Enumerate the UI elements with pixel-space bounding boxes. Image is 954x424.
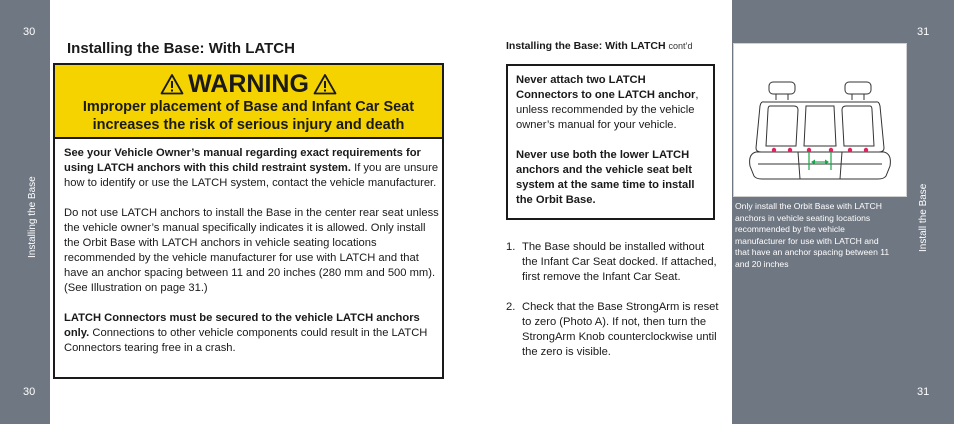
- warning-paragraph-1-bold: See your Vehicle Owner’s manual regarding exact requirements for using LATCH anchors with this child restraint system.: [64, 147, 421, 174]
- vehicle-rear-seat-latch-icon: [734, 44, 906, 196]
- heading-continued-label: cont’d: [668, 41, 693, 51]
- anchor-spacing-arrow-icon: [809, 152, 831, 170]
- warning-subtitle-line-2: increases the risk of serious injury and death: [92, 117, 405, 133]
- step-item: [506, 240, 721, 285]
- left-side-label: Installing the Base: [27, 176, 38, 258]
- warning-subtitle-line-1: Improper placement of Base and Infant Car Seat: [82, 99, 415, 115]
- left-page-heading: Installing the Base: With LATCH: [67, 40, 295, 57]
- right-page-heading: [506, 40, 693, 52]
- caution-paragraph-1-bold: Never attach two LATCH Connectors to one LATCH anchor: [516, 74, 696, 101]
- page-number-left-bottom: 30: [23, 386, 36, 398]
- warning-body: [64, 146, 440, 371]
- warning-paragraph-2: Do not use LATCH anchors to install the Base in the center rear seat unless the vehicle owner’s manual specifically indicates it is allowed. Only install the Orbit Base with LATCH anchors in vehicle seating locations recommended by the vehicle manufacturer for use with LATCH and that have an anchor spacing between 11 and 20 inches (280 mm and 500 mm). (See Illustration on page 31.): [64, 207, 439, 294]
- warning-header: [55, 65, 442, 139]
- warning-paragraph-1: [64, 146, 440, 191]
- warning-paragraph-3-bold: LATCH Connectors must be secured to the vehicle LATCH anchors only.: [64, 312, 420, 339]
- warning-paragraph-3: [64, 311, 440, 356]
- warning-title: WARNING: [188, 70, 309, 98]
- caution-body: [516, 73, 708, 223]
- page-number-right-top: 31: [917, 26, 930, 38]
- step-number: 1.: [506, 241, 516, 253]
- warning-triangle-icon: [313, 73, 337, 95]
- page-number-right-bottom: 31: [917, 386, 930, 398]
- left-page-sidebar: [0, 0, 50, 424]
- illustration-caption: Only install the Orbit Base with LATCH anchors in vehicle seating locations recommended by the vehicle manufacturer for use with LATCH and that have an anchor spacing between 11 and 20 inches: [735, 201, 890, 269]
- step-number: 2.: [506, 301, 516, 313]
- warning-paragraph-3-text: Connections to other vehicle components could result in the LATCH Connectors tearing free in a crash.: [64, 327, 428, 354]
- caution-paragraph-2: [516, 148, 708, 208]
- step-item: [506, 300, 721, 360]
- vehicle-seat-illustration: [733, 43, 907, 197]
- step-text: The Base should be installed without the Infant Car Seat docked. If attached, first remove the Infant Car Seat.: [522, 241, 717, 283]
- page-number-left-top: 30: [23, 26, 36, 38]
- warning-paragraph-1-text: If you are unsure how to identify or use the LATCH system, contact the vehicle manufacturer.: [64, 162, 439, 189]
- right-page-heading-text: Installing the Base: With LATCH: [506, 40, 666, 52]
- warning-triangle-icon: [160, 73, 184, 95]
- caution-box: [506, 64, 715, 220]
- instruction-steps: [506, 240, 721, 375]
- warning-title-row: [55, 71, 442, 97]
- caution-paragraph-1: [516, 73, 708, 133]
- caution-paragraph-2-bold: Never use both the lower LATCH anchors and the vehicle seat belt system at the same time to install the Orbit Base.: [516, 149, 695, 206]
- warning-box: [53, 63, 444, 379]
- step-text: Check that the Base StrongArm is reset to zero (Photo A). If not, then turn the StrongArm Knob counterclockwise until the zero is visible.: [522, 301, 719, 358]
- right-side-label: Install the Base: [918, 183, 929, 252]
- caution-paragraph-1-text: , unless recommended by the vehicle owner’s manual for your vehicle.: [516, 89, 699, 131]
